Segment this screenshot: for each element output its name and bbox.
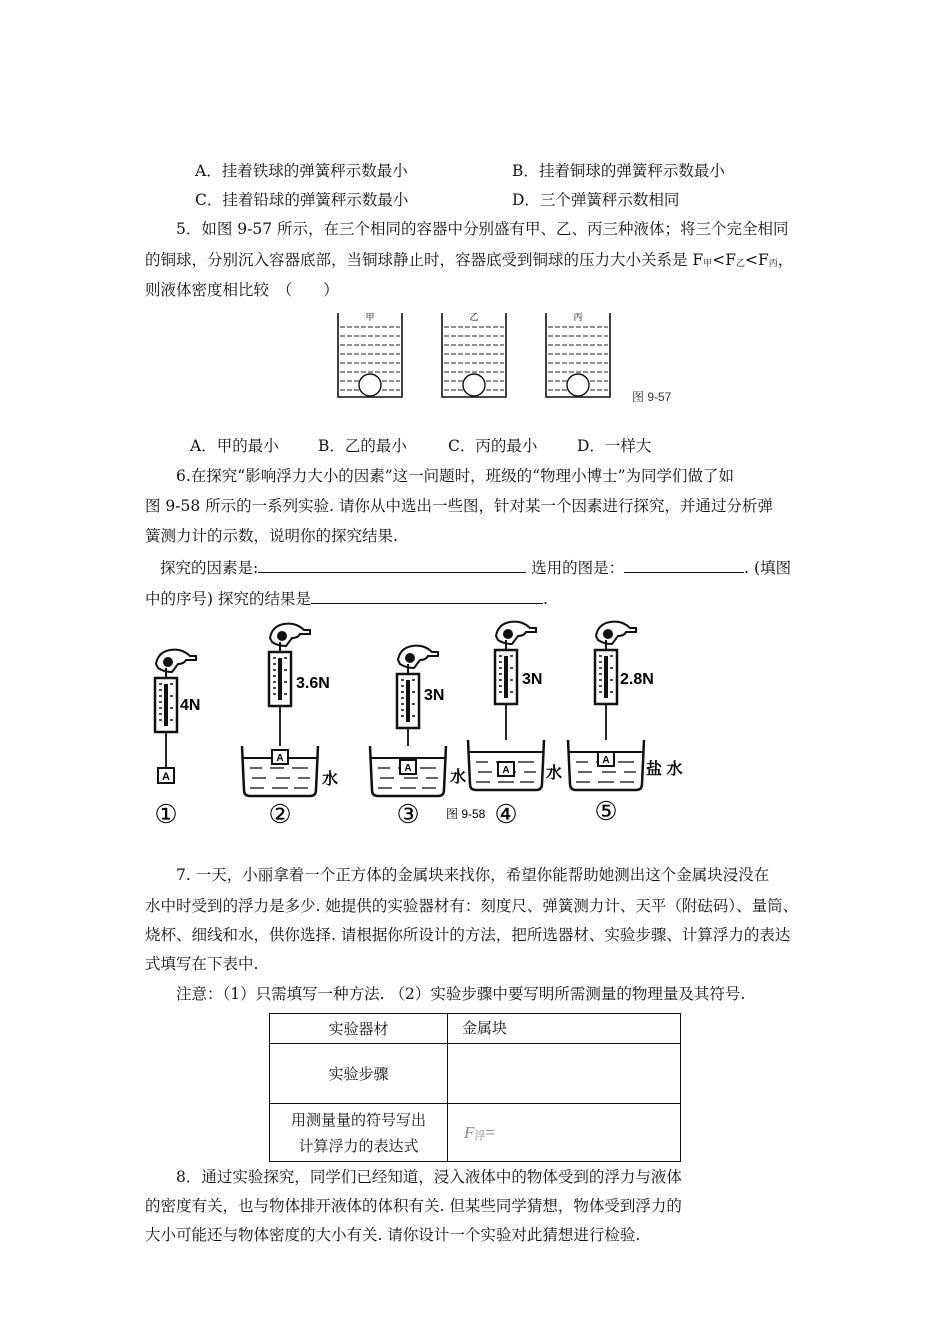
number-3: ③ [396, 799, 420, 829]
block-label-3: A [404, 763, 412, 774]
q4-option-a: A．挂着铁球的弹簧秤示数最小 [195, 162, 408, 180]
container-yi [442, 312, 506, 397]
q5-option-d: D．一样大 [577, 437, 652, 455]
q5-option-c: C．丙的最小 [448, 437, 538, 455]
buoyancy-formula: $F_浮=$ [464, 1122, 495, 1142]
number-4: ④ [494, 799, 518, 829]
container-label-jia: 甲 [365, 312, 375, 322]
q6-answer-line2: 中的序号) 探究的结果是 . [145, 590, 548, 608]
number-2: ② [268, 799, 292, 829]
steps-value[interactable] [448, 1044, 681, 1104]
formula-label: 用测量量的符号写出 计算浮力的表达式 [270, 1104, 448, 1162]
table-row-steps [270, 1044, 681, 1104]
figure-9-57-caption: 图 9-57 [632, 390, 672, 404]
factor-label: 探究的因素是: [160, 559, 259, 577]
q5-text-line1: 5．如图 9-57 所示，在三个相同的容器中分别盛有甲、乙、丙三种液体；将三个完全相同 [176, 220, 789, 238]
block-label-5: A [602, 755, 610, 766]
figs-blank[interactable] [624, 558, 744, 573]
reading-2: 3.6N [296, 675, 330, 692]
q8-text-line1: 8．通过实验探究，同学们已经知道，浸入液体中的物体受到的浮力与液体 [176, 1168, 682, 1186]
table-row-formula [270, 1104, 681, 1162]
q6-text-line3: 簧测力计的示数，说明你的探究结果. [145, 527, 398, 545]
figure-9-58-spring-scales [130, 612, 700, 832]
q7-text-line1: 7. 一天，小丽拿着一个正方体的金属块来找你，希望你能帮助她测出这个金属块浸没在 [176, 866, 770, 884]
equipment-label: 实验器材 [270, 1014, 448, 1044]
reading-1: 4N [180, 697, 201, 714]
experiment-table [269, 1013, 681, 1162]
q7-text-line3: 烧杯、细线和水，供你选择. 请根据你所设计的方法，把所选器材、实验步骤、计算浮力的表达 [145, 926, 791, 944]
liquid-3: 水 [450, 769, 467, 786]
block-label-2: A [276, 753, 284, 764]
q4-option-c: C．挂着铅球的弹簧秤示数最小 [195, 191, 409, 209]
equipment-value[interactable]: 金属块 [448, 1014, 681, 1044]
experiment-3 [370, 646, 466, 829]
q7-text-line4: 式填写在下表中. [145, 955, 259, 973]
experiment-1 [154, 650, 200, 829]
q6-text-line2: 图 9-58 所示的一系列实验. 请你从中选出一些图，针对某一个因素进行探究，并通过分析弹 [145, 497, 774, 515]
q5-option-a: A．甲的最小 [190, 437, 279, 455]
q8-text-line3: 大小可能还与物体密度的大小有关. 请你设计一个实验对此猜想进行检验. [145, 1226, 641, 1244]
formula-value[interactable] [448, 1104, 681, 1162]
container-label-yi: 乙 [469, 312, 479, 322]
q5-text-line2: 的铜球，分别沉入容器底部，当铜球静止时，容器底受到铜球的压力大小关系是 $F_甲<F_乙<F_丙$， [145, 251, 794, 269]
number-1: ① [154, 799, 178, 829]
experiment-2 [242, 624, 338, 829]
container-bing [546, 312, 610, 397]
table-row-equipment [270, 1014, 681, 1044]
container-label-bing: 丙 [573, 312, 583, 322]
figure-9-58-caption: 图 9-58 [446, 807, 486, 821]
q6-answer-line1 [160, 558, 791, 577]
q4-option-b: B．挂着铜球的弹簧秤示数最小 [512, 162, 725, 180]
liquid-2: 水 [322, 771, 339, 788]
fill-note: . (填图 [744, 559, 792, 577]
reading-3: 3N [424, 687, 445, 704]
experiment-4 [468, 622, 562, 829]
result-blank[interactable] [311, 589, 543, 604]
factor-blank[interactable] [258, 558, 526, 573]
q4-option-d: D．三个弹簧秤示数相同 [512, 191, 680, 209]
q7-note: 注意：（1）只需填写一种方法. （2）实验步骤中要写明所需测量的物理量及其符号. [176, 985, 746, 1003]
reading-5: 2.8N [620, 671, 654, 688]
experiment-5 [568, 622, 682, 826]
container-jia [338, 312, 402, 397]
q6-text-line1: 6.在探究“影响浮力大小的因素”这一问题时，班级的“物理小博士”为同学们做了如 [176, 467, 734, 485]
figure-9-57-containers [330, 305, 630, 405]
liquid-5: 盐 水 [646, 761, 683, 778]
liquid-4: 水 [546, 765, 563, 782]
q7-text-line2: 水中时受到的浮力是多少. 她提供的实验器材有：刻度尺、弹簧测力计、天平（附砝码）、量筒、 [145, 897, 799, 915]
block-label-4: A [502, 765, 510, 776]
q5-option-b: B．乙的最小 [318, 437, 407, 455]
figs-label: 选用的图是： [526, 559, 625, 577]
block-label-1: A [162, 771, 170, 783]
reading-4: 3N [522, 671, 543, 688]
steps-label: 实验步骤 [270, 1044, 448, 1104]
q5-text-line3: 则液体密度相比较 （ ） [145, 281, 339, 299]
q8-text-line2: 的密度有关，也与物体排开液体的体积有关. 但某些同学猜想，物体受到浮力的 [145, 1197, 682, 1215]
number-5: ⑤ [594, 796, 618, 826]
